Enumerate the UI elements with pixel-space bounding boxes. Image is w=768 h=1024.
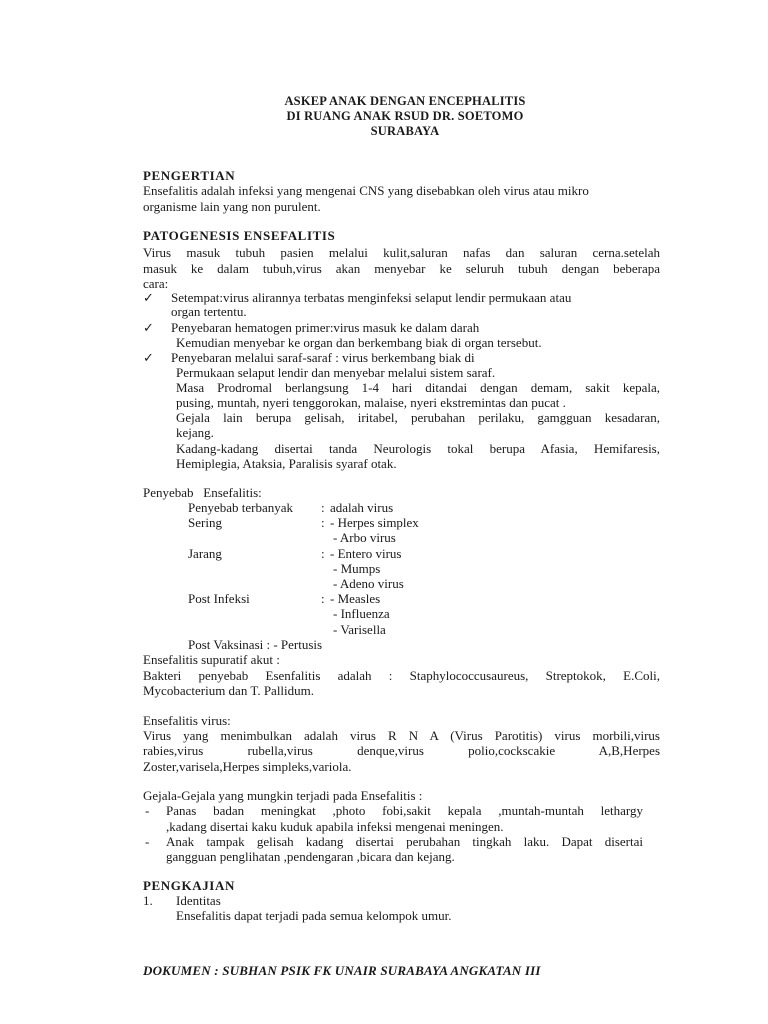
cause-value: - Entero virus (330, 546, 402, 561)
bullet-dash: - (145, 803, 150, 818)
doc-title-line-1: ASKEP ANAK DENGAN ENCEPHALITIS (284, 94, 526, 108)
paragraph-line: rabies,virus rubella,virus denque,virus polio,cockscakie A,B,Herpes (143, 743, 660, 758)
cause-value: - Adeno virus (333, 576, 404, 591)
doc-title-line-2: DI RUANG ANAK RSUD DR. SOETOMO (286, 109, 524, 123)
list-number: 1. (143, 893, 153, 908)
paragraph-line: Ensefalitis adalah infeksi yang mengenai CNS yang disebabkan oleh virus atau mikro (143, 183, 589, 198)
checkmark-icon: ✓ (143, 290, 154, 305)
list-item: Penyebaran hematogen primer:virus masuk ke dalam darah (171, 320, 480, 335)
bullet-dash: - (145, 834, 150, 849)
paragraph-line: organisme lain yang non purulent. (143, 199, 321, 214)
section-heading-pengertian: PENGERTIAN (143, 168, 236, 183)
cause-value: - Mumps (333, 561, 381, 576)
penyebab-heading: Penyebab Ensefalitis: (143, 485, 262, 500)
list-item: Penyebaran melalui saraf-saraf : virus berkembang biak di (171, 350, 475, 365)
doc-title-line-3: SURABAYA (370, 124, 440, 138)
section-heading-pengkajian: PENGKAJIAN (143, 878, 235, 893)
list-item: kejang. (176, 425, 214, 440)
checkmark-icon: ✓ (143, 320, 154, 335)
list-item: gangguan penglihatan ,pendengaran ,bicara dan kejang. (166, 849, 455, 864)
list-item: organ tertentu. (171, 304, 247, 319)
list-item: pusing, muntah, nyeri tenggorokan, malaise, nyeri ekstremintas dan pucat . (176, 395, 566, 410)
paragraph-line: Mycobacterium dan T. Pallidum. (143, 683, 315, 698)
list-item: Gejala lain berupa gelisah, iritabel, perubahan perilaku, gamgguan kesadaran, (176, 410, 660, 425)
post-vaksinasi: Post Vaksinasi : - Pertusis (188, 637, 323, 652)
cause-value: - Measles (330, 591, 381, 606)
paragraph-line: Ensefalitis dapat terjadi pada semua kelompok umur. (176, 908, 452, 923)
supuratif-heading: Ensefalitis supuratif akut : (143, 652, 280, 667)
cause-label: Sering (188, 515, 222, 530)
cause-separator: : (321, 546, 325, 561)
gejala-heading: Gejala-Gejala yang mungkin terjadi pada Ensefalitis : (143, 788, 423, 803)
cause-value: adalah virus (330, 500, 394, 515)
cause-label: Post Infeksi (188, 591, 250, 606)
paragraph-line: Virus yang menimbulkan adalah virus R N A (Virus Parotitis) virus morbili,virus (143, 728, 660, 743)
paragraph-line: Bakteri penyebab Esenfalitis adalah : Staphylococcusaureus, Streptokok, E.Coli, (143, 668, 660, 683)
list-item: Panas badan meningkat ,photo fobi,sakit kepala ,muntah-muntah lethargy (166, 803, 643, 818)
section-heading-patogenesis: PATOGENESIS ENSEFALITIS (143, 228, 336, 243)
list-item: Anak tampak gelisah kadang disertai perubahan tingkah laku. Dapat disertai (166, 834, 643, 849)
cause-separator: : (321, 500, 325, 515)
cause-value: - Arbo virus (333, 530, 396, 545)
paragraph-line: Virus masuk tubuh pasien melalui kulit,saluran nafas dan saluran cerna.setelah (143, 245, 660, 260)
cause-label: Penyebab terbanyak (188, 500, 294, 515)
list-item: Identitas (176, 893, 221, 908)
list-item: Setempat:virus alirannya terbatas menginfeksi selaput lendir permukaan atau (171, 290, 572, 305)
cause-label: Jarang (188, 546, 222, 561)
paragraph-line: Zoster,varisela,Herpes simpleks,variola. (143, 759, 352, 774)
cause-separator: : (321, 591, 325, 606)
cause-separator: : (321, 515, 325, 530)
list-item: Permukaan selaput lendir dan menyebar melalui sistem saraf. (176, 365, 496, 380)
cause-value: - Varisella (333, 622, 386, 637)
virus-heading: Ensefalitis virus: (143, 713, 231, 728)
paragraph-line: masuk ke dalam tubuh,virus akan menyebar ke seluruh tubuh dengan beberapa (143, 261, 660, 276)
list-item: ,kadang disertai kaku kuduk apabila infeksi mengenai meningen. (166, 819, 504, 834)
checkmark-icon: ✓ (143, 350, 154, 365)
document-footer: DOKUMEN : SUBHAN PSIK FK UNAIR SURABAYA ANGKATAN III (143, 963, 541, 978)
list-item: Kemudian menyebar ke organ dan berkembang biak di organ tersebut. (176, 335, 542, 350)
cause-value: - Influenza (333, 606, 390, 621)
list-item: Kadang-kadang disertai tanda Neurologis tokal berupa Afasia, Hemifaresis, (176, 441, 660, 456)
paragraph-line: cara: (143, 276, 169, 291)
list-item: Hemiplegia, Ataksia, Paralisis syaraf otak. (176, 456, 397, 471)
list-item: Masa Prodromal berlangsung 1-4 hari ditandai dengan demam, sakit kepala, (176, 380, 660, 395)
cause-value: - Herpes simplex (330, 515, 419, 530)
